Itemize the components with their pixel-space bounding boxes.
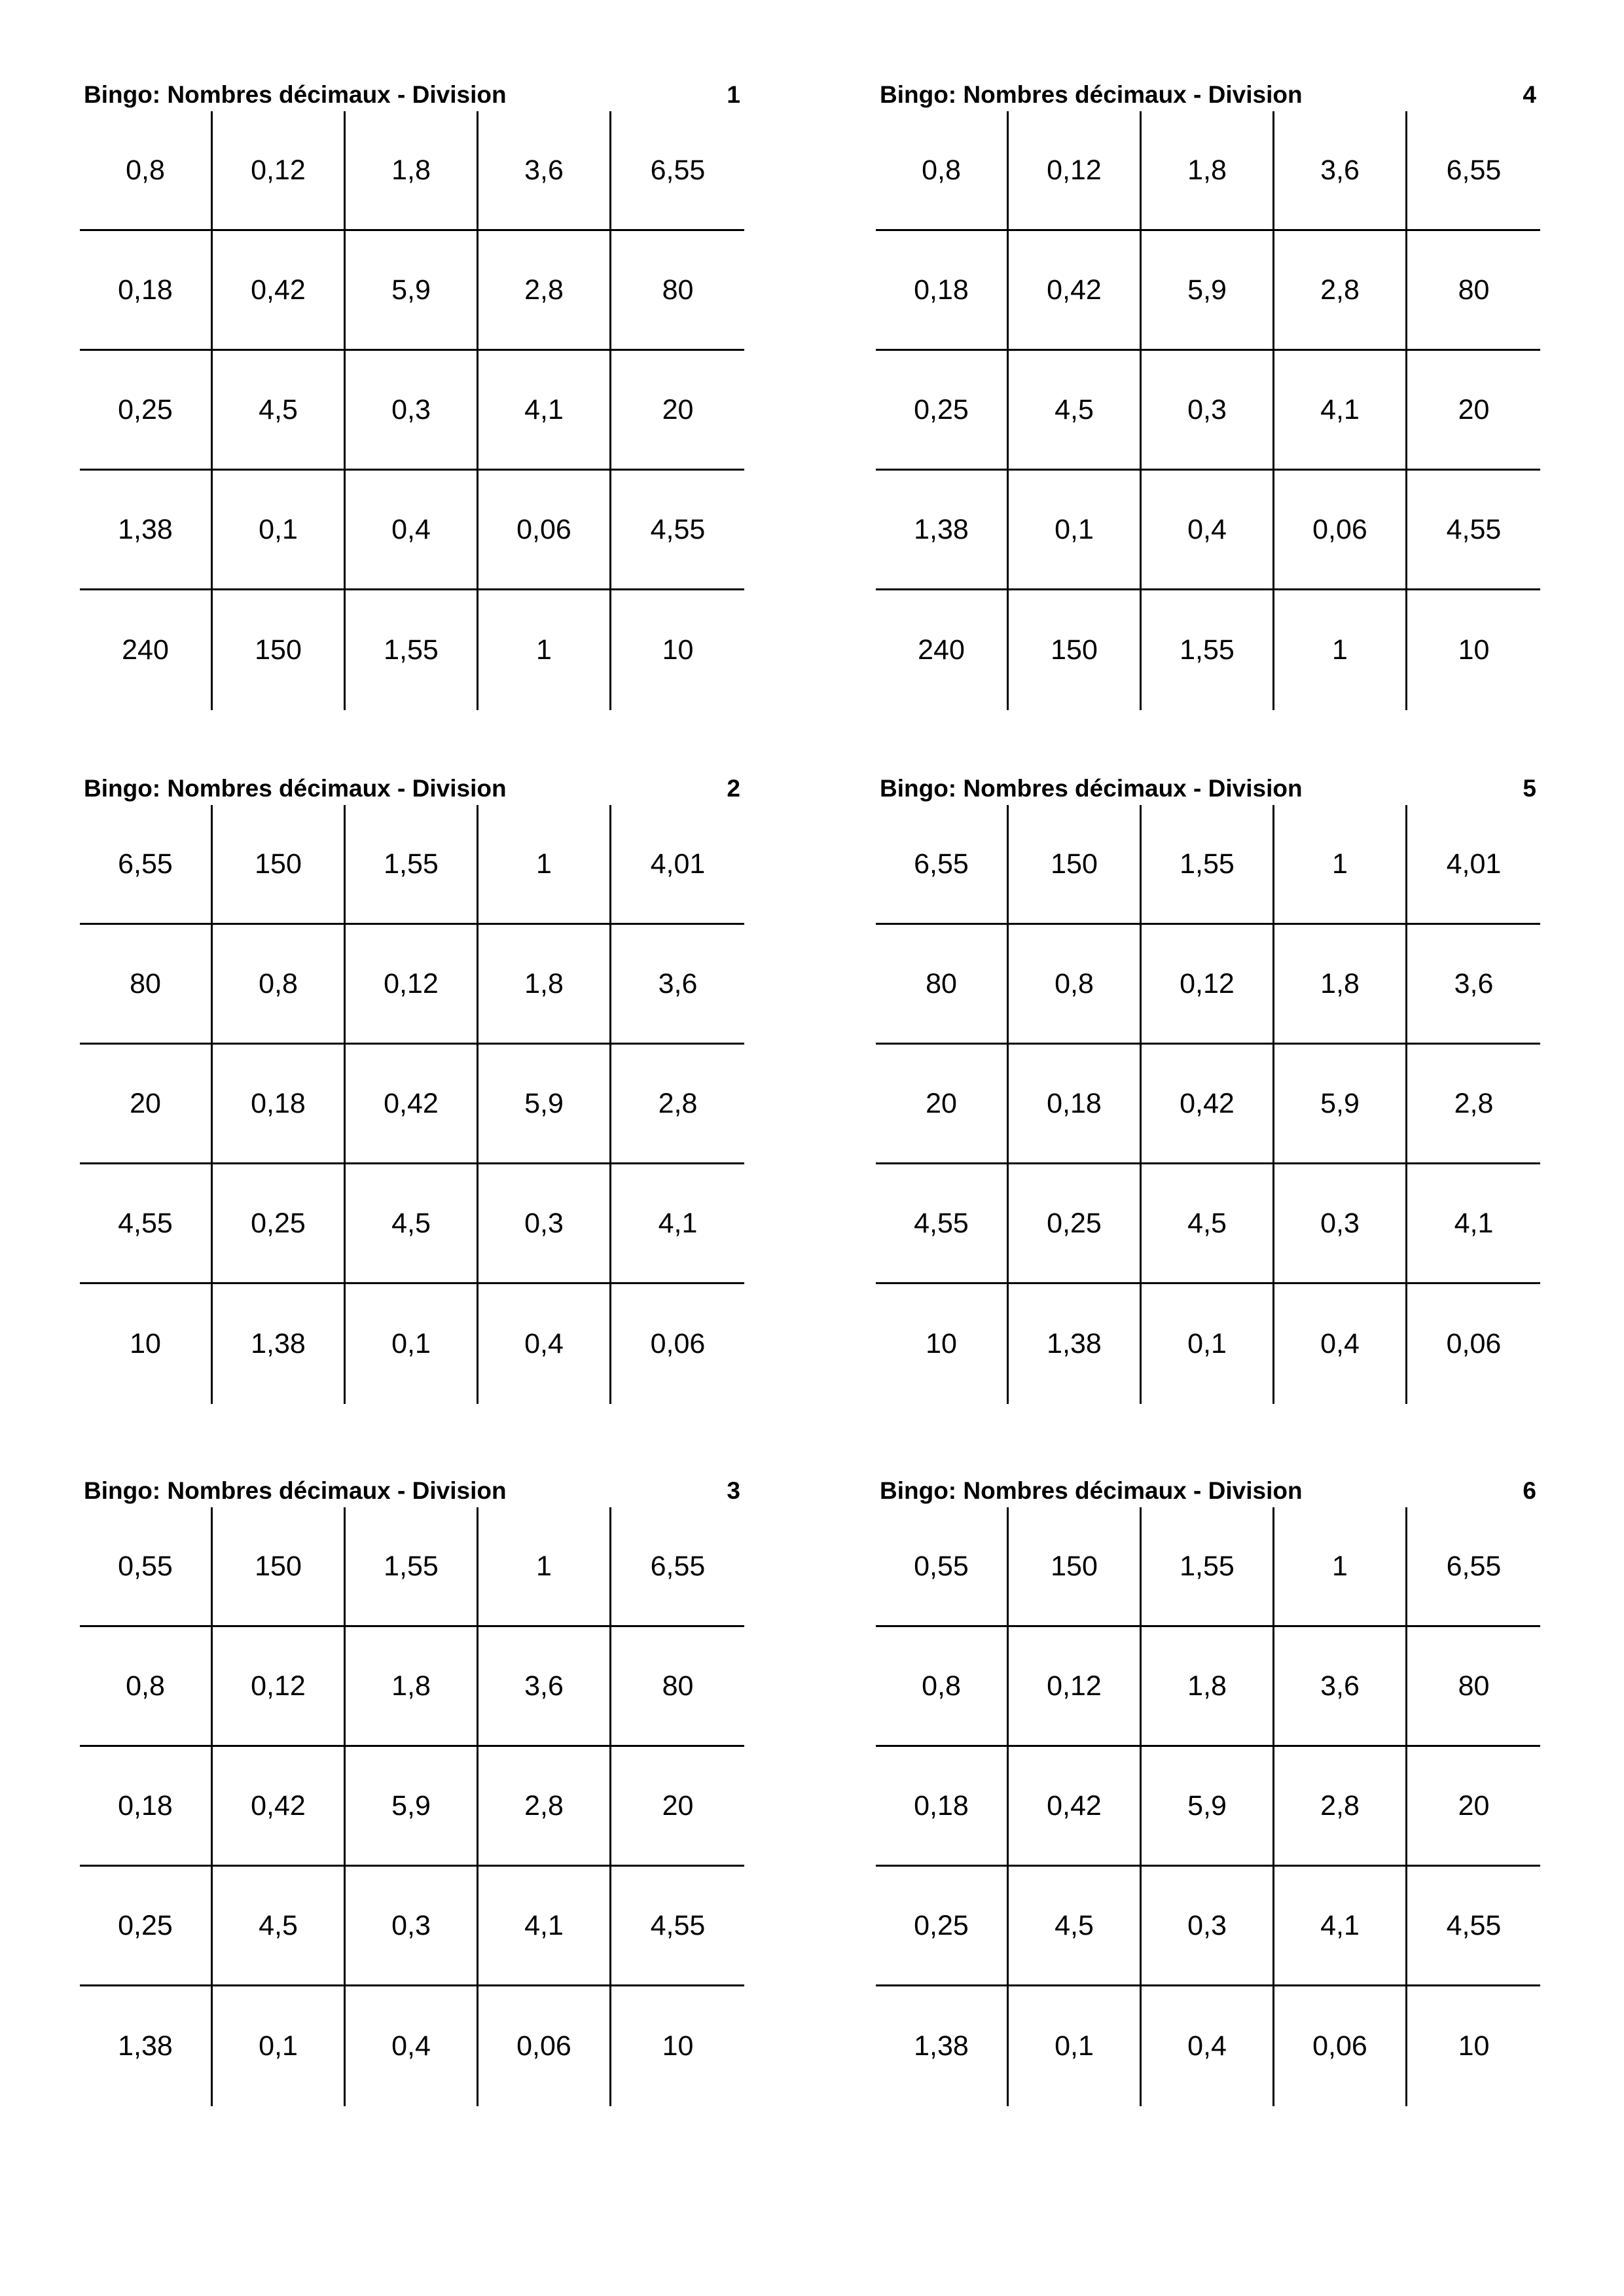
card-number: 6	[1523, 1477, 1536, 1504]
bingo-cell: 1,55	[1142, 590, 1274, 710]
bingo-grid	[80, 805, 744, 1404]
bingo-cell: 0,55	[876, 1507, 1009, 1627]
bingo-cell: 0,3	[478, 1164, 611, 1284]
bingo-cell: 2,8	[611, 1045, 744, 1164]
bingo-cell: 0,42	[346, 1045, 478, 1164]
bingo-cell: 4,1	[1274, 1867, 1407, 1986]
bingo-cell: 0,18	[213, 1045, 346, 1164]
bingo-cell: 240	[80, 590, 213, 710]
bingo-cell: 4,5	[1009, 1867, 1142, 1986]
bingo-cell: 0,42	[213, 231, 346, 351]
bingo-cell: 0,12	[1009, 1627, 1142, 1747]
bingo-cell: 4,1	[1407, 1164, 1540, 1284]
bingo-cell: 20	[611, 1747, 744, 1867]
bingo-cell: 4,55	[611, 471, 744, 590]
bingo-cell: 0,4	[1142, 471, 1274, 590]
card-title: Bingo: Nombres décimaux - Division	[84, 81, 507, 108]
bingo-cell: 0,3	[1274, 1164, 1407, 1284]
bingo-cell: 0,12	[213, 1627, 346, 1747]
bingo-cell: 80	[80, 925, 213, 1045]
bingo-cell: 2,8	[1274, 1747, 1407, 1867]
bingo-card	[80, 772, 744, 1427]
bingo-cell: 4,5	[1009, 351, 1142, 471]
bingo-cell: 1,55	[1142, 805, 1274, 925]
bingo-cell: 0,12	[346, 925, 478, 1045]
card-title: Bingo: Nombres décimaux - Division	[880, 1477, 1303, 1504]
bingo-cell: 4,5	[346, 1164, 478, 1284]
bingo-cell: 0,25	[80, 1867, 213, 1986]
bingo-cell: 20	[611, 351, 744, 471]
bingo-cell: 6,55	[1407, 111, 1540, 231]
bingo-cell: 150	[213, 805, 346, 925]
bingo-cell: 4,55	[611, 1867, 744, 1986]
bingo-cell: 5,9	[1142, 1747, 1274, 1867]
bingo-cell: 0,06	[1274, 1986, 1407, 2106]
bingo-cell: 5,9	[1142, 231, 1274, 351]
bingo-cell: 4,1	[478, 1867, 611, 1986]
bingo-cell: 4,01	[611, 805, 744, 925]
bingo-grid	[876, 111, 1540, 710]
bingo-cell: 1,8	[1142, 1627, 1274, 1747]
bingo-grid	[876, 1507, 1540, 2106]
bingo-cell: 3,6	[478, 111, 611, 231]
card-number: 1	[727, 81, 740, 108]
bingo-cell: 1,38	[80, 1986, 213, 2106]
bingo-cell: 1	[1274, 1507, 1407, 1627]
card-number: 5	[1523, 775, 1536, 802]
bingo-cell: 4,55	[1407, 471, 1540, 590]
bingo-cell: 0,18	[876, 1747, 1009, 1867]
bingo-cell: 80	[876, 925, 1009, 1045]
bingo-grid	[80, 111, 744, 710]
bingo-cell: 20	[1407, 1747, 1540, 1867]
bingo-card	[876, 1475, 1540, 2129]
bingo-cell: 4,5	[213, 1867, 346, 1986]
bingo-cell: 1,8	[346, 111, 478, 231]
bingo-cell: 150	[1009, 590, 1142, 710]
bingo-cell: 5,9	[478, 1045, 611, 1164]
bingo-cell: 4,55	[1407, 1867, 1540, 1986]
card-number: 2	[727, 775, 740, 802]
bingo-cell: 1,8	[346, 1627, 478, 1747]
bingo-cell: 0,8	[80, 1627, 213, 1747]
bingo-cell: 3,6	[478, 1627, 611, 1747]
bingo-cell: 1,38	[876, 1986, 1009, 2106]
bingo-cell: 3,6	[611, 925, 744, 1045]
bingo-cell: 0,1	[346, 1284, 478, 1404]
bingo-cell: 0,1	[213, 471, 346, 590]
bingo-cell: 1,55	[346, 1507, 478, 1627]
bingo-cell: 0,4	[478, 1284, 611, 1404]
card-title: Bingo: Nombres décimaux - Division	[880, 81, 1303, 108]
bingo-grid	[876, 805, 1540, 1404]
bingo-cell: 2,8	[478, 1747, 611, 1867]
bingo-cell: 150	[1009, 805, 1142, 925]
bingo-cell: 0,25	[80, 351, 213, 471]
bingo-cell: 0,1	[213, 1986, 346, 2106]
bingo-cell: 0,4	[346, 1986, 478, 2106]
card-title: Bingo: Nombres décimaux - Division	[880, 775, 1303, 802]
bingo-cell: 1,55	[1142, 1507, 1274, 1627]
bingo-cell: 2,8	[478, 231, 611, 351]
bingo-cell: 0,42	[1009, 231, 1142, 351]
bingo-cell: 10	[1458, 2030, 1490, 2062]
bingo-cell: 20	[876, 1045, 1009, 1164]
bingo-cell: 0,06	[650, 1328, 706, 1359]
bingo-cell: 1,55	[346, 805, 478, 925]
bingo-cell: 150	[1009, 1507, 1142, 1627]
bingo-cell: 1,38	[213, 1284, 346, 1404]
card-title: Bingo: Nombres décimaux - Division	[84, 775, 507, 802]
card-title: Bingo: Nombres décimaux - Division	[84, 1477, 507, 1504]
card-number: 3	[727, 1477, 740, 1504]
bingo-cell: 1	[1274, 805, 1407, 925]
bingo-cell: 0,8	[876, 1627, 1009, 1747]
bingo-cell: 1,38	[80, 471, 213, 590]
bingo-cell: 150	[213, 590, 346, 710]
bingo-card	[80, 1475, 744, 2129]
bingo-cell: 0,3	[346, 351, 478, 471]
bingo-cell: 0,42	[1009, 1747, 1142, 1867]
bingo-cell: 10	[662, 2030, 694, 2062]
bingo-cell: 10	[1458, 634, 1490, 666]
bingo-card	[876, 79, 1540, 733]
bingo-cell: 4,55	[80, 1164, 213, 1284]
bingo-cell: 0,18	[1009, 1045, 1142, 1164]
bingo-cell: 6,55	[80, 805, 213, 925]
bingo-cell: 3,6	[1407, 925, 1540, 1045]
bingo-cell: 0,06	[478, 1986, 611, 2106]
bingo-card	[876, 772, 1540, 1427]
bingo-cell: 4,1	[478, 351, 611, 471]
bingo-cell: 240	[876, 590, 1009, 710]
bingo-cell: 0,06	[478, 471, 611, 590]
bingo-cell: 0,25	[876, 1867, 1009, 1986]
bingo-cell: 20	[80, 1045, 213, 1164]
bingo-cell: 1	[478, 805, 611, 925]
bingo-cell: 0,42	[1142, 1045, 1274, 1164]
bingo-cell: 4,01	[1407, 805, 1540, 925]
bingo-cell: 3,6	[1274, 111, 1407, 231]
card-number: 4	[1523, 81, 1536, 108]
bingo-cell: 6,55	[1407, 1507, 1540, 1627]
bingo-cell: 10	[662, 634, 694, 666]
bingo-cell: 10	[80, 1284, 213, 1404]
bingo-cell: 0,12	[213, 111, 346, 231]
bingo-cell: 1	[478, 1507, 611, 1627]
bingo-cell: 0,18	[80, 231, 213, 351]
bingo-cell: 80	[611, 1627, 744, 1747]
bingo-cell: 0,42	[213, 1747, 346, 1867]
bingo-cell: 0,3	[346, 1867, 478, 1986]
bingo-cell: 4,55	[876, 1164, 1009, 1284]
bingo-cell: 1,8	[1274, 925, 1407, 1045]
bingo-cell: 1,55	[346, 590, 478, 710]
bingo-cell: 0,1	[1009, 1986, 1142, 2106]
bingo-cell: 0,8	[876, 111, 1009, 231]
bingo-cell: 0,25	[213, 1164, 346, 1284]
bingo-cell: 0,25	[1009, 1164, 1142, 1284]
bingo-grid	[80, 1507, 744, 2106]
bingo-cell: 0,8	[80, 111, 213, 231]
bingo-cell: 20	[1407, 351, 1540, 471]
bingo-cell: 2,8	[1407, 1045, 1540, 1164]
bingo-cell: 4,5	[1142, 1164, 1274, 1284]
bingo-cell: 5,9	[346, 231, 478, 351]
bingo-cell: 0,06	[1274, 471, 1407, 590]
bingo-cell: 5,9	[346, 1747, 478, 1867]
bingo-cell: 0,8	[1009, 925, 1142, 1045]
bingo-cell: 4,5	[213, 351, 346, 471]
bingo-cell: 4,1	[1274, 351, 1407, 471]
bingo-cell: 0,1	[1009, 471, 1142, 590]
bingo-cell: 1	[478, 590, 611, 710]
bingo-cell: 0,4	[1274, 1284, 1407, 1404]
bingo-cell: 3,6	[1274, 1627, 1407, 1747]
bingo-cell: 1,8	[478, 925, 611, 1045]
bingo-cell: 5,9	[1274, 1045, 1407, 1164]
bingo-cell: 0,12	[1009, 111, 1142, 231]
bingo-cell: 0,1	[1142, 1284, 1274, 1404]
bingo-cell: 6,55	[876, 805, 1009, 925]
bingo-cell: 150	[213, 1507, 346, 1627]
bingo-cell: 1,8	[1142, 111, 1274, 231]
bingo-cell: 0,55	[80, 1507, 213, 1627]
bingo-cell: 0,3	[1142, 1867, 1274, 1986]
bingo-cell: 6,55	[611, 111, 744, 231]
bingo-cell: 80	[1407, 231, 1540, 351]
bingo-cell: 0,3	[1142, 351, 1274, 471]
bingo-cell: 0,25	[876, 351, 1009, 471]
bingo-cell: 1	[1274, 590, 1407, 710]
bingo-cell: 0,12	[1142, 925, 1274, 1045]
bingo-cell: 10	[876, 1284, 1009, 1404]
bingo-cell: 0,18	[876, 231, 1009, 351]
bingo-cell: 80	[1407, 1627, 1540, 1747]
bingo-cell: 80	[611, 231, 744, 351]
bingo-cell: 0,4	[346, 471, 478, 590]
bingo-cell: 2,8	[1274, 231, 1407, 351]
bingo-cell: 0,8	[213, 925, 346, 1045]
bingo-cell: 4,1	[611, 1164, 744, 1284]
bingo-cell: 1,38	[876, 471, 1009, 590]
bingo-cell: 1,38	[1009, 1284, 1142, 1404]
bingo-cell: 0,18	[80, 1747, 213, 1867]
bingo-card	[80, 79, 744, 733]
bingo-cell: 6,55	[611, 1507, 744, 1627]
bingo-cell: 0,4	[1142, 1986, 1274, 2106]
bingo-cell: 0,06	[1446, 1328, 1502, 1359]
